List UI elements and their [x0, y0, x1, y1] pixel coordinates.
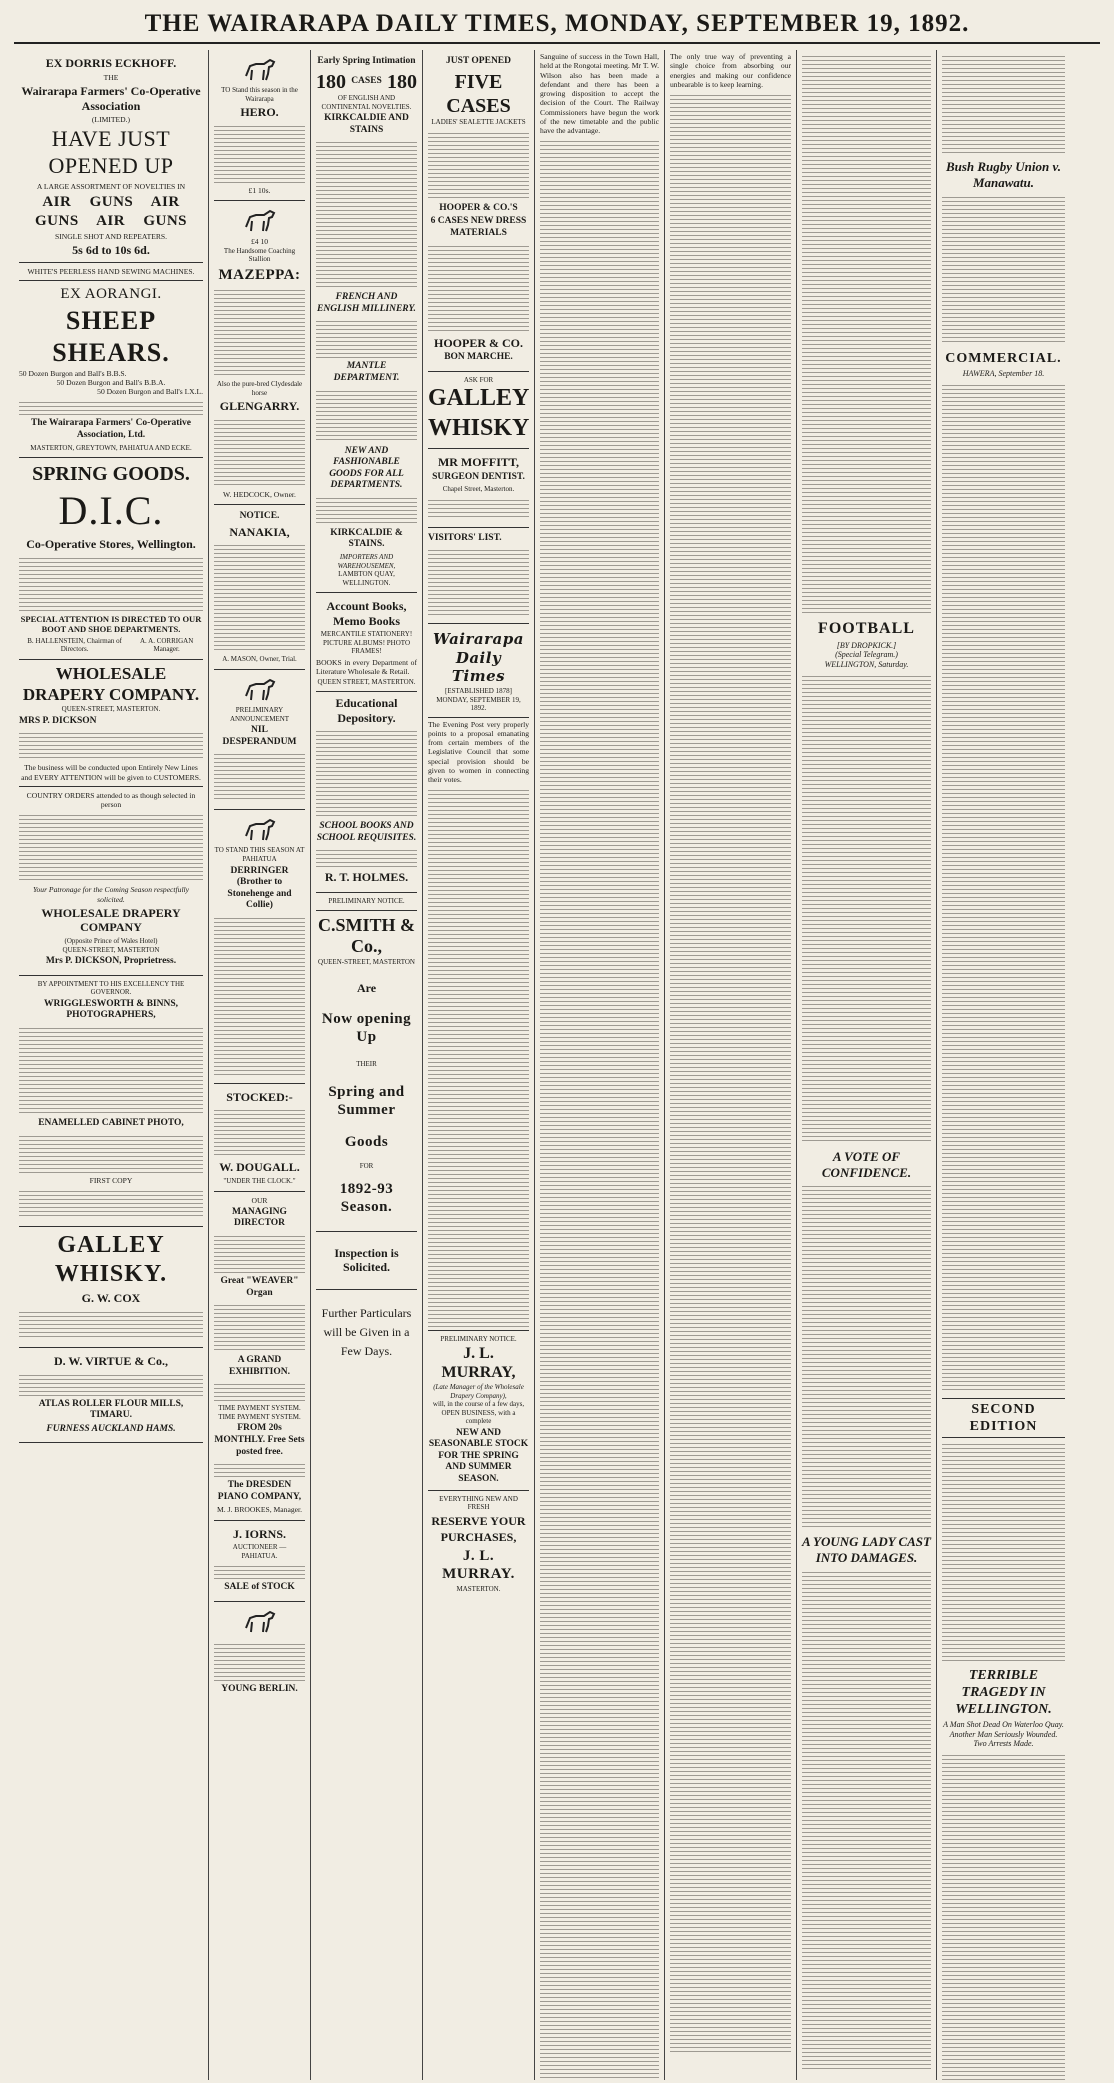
ad-farmers-coop [19, 50, 203, 458]
appointment: BY APPOINTMENT TO HIS EXCELLENCY THE GOVERNOR. [37, 979, 185, 997]
sheep-shears: SHEEP SHEARS. [52, 306, 170, 368]
shears-3: 50 Dozen Burgon and Ball's I.X.L. [97, 387, 203, 397]
rt-holmes: R. T. HOLMES. [324, 870, 409, 885]
shears-1: 50 Dozen Burgon and Ball's B.B.S. [19, 368, 127, 378]
wdc-prop: Mrs P. DICKSON, Proprietress. [45, 956, 177, 967]
hero-notice: TO Stand this season in the Wairarapa [221, 86, 298, 103]
are: Are [356, 980, 377, 995]
for: FOR [359, 1161, 374, 1170]
csmith-queen: QUEEN-STREET, MASTERTON [318, 958, 415, 967]
dic-special: SPECIAL ATTENTION IS DIRECTED TO OUR BOOT AND SHOE DEPARTMENTS. [20, 613, 202, 635]
ad-csmith [316, 893, 417, 1369]
galley: GALLEY [428, 385, 530, 412]
young-lady-heading: A YOUNG LADY CAST INTO DAMAGES. [802, 1534, 931, 1566]
cases-word: CASES [351, 75, 382, 86]
glengarry-sub: Also the pure-bred Clydesdale horse [216, 380, 303, 397]
ad-mazeppa [214, 201, 305, 505]
glengarry-name: GLENGARRY. [219, 399, 300, 414]
surgeon: SURGEON DENTIST. [432, 471, 525, 482]
ad-galley-cox [19, 1227, 203, 1348]
mazeppa-fee: £4 10 [250, 237, 269, 247]
tragedy-arrests: Two Arrests Made. [973, 1739, 1034, 1749]
assoc-places: MASTERTON, GREYTOWN, PAHIATUA AND ECKE. [30, 443, 192, 452]
country-orders: COUNTRY ORDERS attended to as though selected in person [26, 790, 196, 810]
aorangi: EX AORANGI. [60, 286, 162, 302]
kirk-name: KIRKCALDIE AND STAINS [324, 113, 409, 135]
under-clock: "UNDER THE CLOCK." [223, 1177, 296, 1186]
young-berlin: YOUNG BERLIN. [221, 1684, 298, 1695]
mazeppa-name: MAZEPPA: [218, 266, 301, 283]
kirk-footer: KIRKCALDIE & STAINS. [330, 527, 403, 550]
inspection: Inspection is Solicited. [334, 1245, 399, 1275]
sale-stock: SALE of STOCK [224, 1582, 295, 1593]
hooper-footer: HOOPER & CO. [434, 335, 523, 350]
single-shot: SINGLE SHOT AND REPEATERS. [54, 231, 168, 241]
reserve: RESERVE YOUR [431, 1513, 526, 1528]
ladies-jackets: LADIES' SEALETTE JACKETS [431, 118, 526, 127]
stocked: STOCKED:- [226, 1089, 293, 1104]
num-180-right: 180 [387, 70, 417, 93]
first-copy: FIRST COPY [89, 1175, 133, 1185]
ad-wholesale-drapery [19, 660, 203, 976]
derringer-stand: TO STAND THIS SEASON AT PAHIATUA [214, 846, 305, 863]
wdc-qs: QUEEN-STREET, MASTERTON [62, 945, 160, 954]
ad-iorns [214, 1521, 305, 1602]
wholesale-heading: WHOLESALE DRAPERY COMPANY. [22, 663, 200, 704]
dic-logo: D.I.C. [58, 487, 164, 533]
whisky: WHISKY [428, 414, 530, 441]
novelties: A LARGE ASSORTMENT OF NOVELTIES IN [36, 182, 186, 192]
hedcock: W. HEDCOCK, Owner. [223, 489, 296, 499]
gun-price: 5s 6d to 10s 6d. [72, 243, 150, 258]
furness-hams: FURNESS AUCKLAND HAMS. [46, 1423, 176, 1434]
column-2 [209, 50, 311, 2080]
eckhoff-heading: EX DORRIS ECKHOFF. [45, 56, 177, 70]
ad-hero [214, 50, 305, 201]
csmith-name: C.SMITH & Co., [317, 914, 415, 957]
assoc-the: THE [103, 72, 119, 82]
tragedy-heading: TERRIBLE TRAGEDY IN WELLINGTON. [955, 1667, 1052, 1717]
educational: Educational Depository. [335, 695, 398, 725]
dic-sub: Co-Operative Stores, Wellington. [26, 537, 196, 552]
spring-summer: Spring and Summer [328, 1083, 405, 1119]
ad-holmes [316, 593, 417, 893]
column-5-text: Sanguine of success in the Town Hall, held at the Rongotai meeting. Mr T. W. Wilson also has been made a defendant and there has been a growing disposition to accept the decision of the Court. The Railway Commissioners have begun the work of the new timetable and the public have the advantage. [540, 52, 659, 135]
tragedy-wounded: Another Man Seriously Wounded. [949, 1729, 1058, 1739]
murray-open: will, in the course of a few days, OPEN BUSINESS, with a complete [432, 1400, 525, 1426]
sewing-machines: WHITE'S PEERLESS HAND SEWING MACHINES. [27, 266, 195, 276]
ad-photographers [19, 976, 203, 1227]
num-180-left: 180 [316, 70, 346, 93]
ad-nil-desperandum [214, 670, 305, 810]
tragedy-shot: A Man Shot Dead On Waterloo Quay. [943, 1719, 1064, 1729]
vote-heading: A VOTE OF CONFIDENCE. [821, 1148, 912, 1180]
ad-derringer [214, 810, 305, 1084]
murray-footer: J. L. MURRAY. [442, 1547, 515, 1583]
iorns: J. IORNS. [232, 1526, 286, 1541]
ad-dougall [214, 1084, 305, 1192]
lambton: LAMBTON QUAY, WELLINGTON. [338, 570, 395, 587]
murray-name: J. L. MURRAY, [441, 1344, 516, 1382]
nanakia-notice: NOTICE. [239, 510, 280, 521]
horse-icon [242, 816, 278, 842]
ad-moffitt [428, 449, 529, 528]
assoc-name: Wairarapa Farmers' Co-Operative Association [21, 83, 201, 113]
editorial-nameplate [428, 624, 529, 717]
columns [14, 50, 1100, 2080]
just-opened: JUST OPENED [445, 56, 512, 66]
english-novelties: OF ENGLISH AND CONTINENTAL NOVELTIES. [321, 93, 412, 111]
column-6-text: The only true way of preventing a single choice from absorbing our energies and making our confidence unbearable is to keep learning. [670, 52, 791, 89]
ad-galley [428, 372, 529, 449]
wdc-opp: (Opposite Prince of Wales Hotel) [64, 937, 158, 946]
enamel: ENAMELLED CABINET PHOTO, [38, 1117, 184, 1128]
horse-icon [242, 1608, 278, 1634]
holmes-queen: QUEEN STREET, MASTERTON. [317, 678, 416, 687]
established: [ESTABLISHED 1878] [445, 687, 512, 696]
school-books: SCHOOL BOOKS AND SCHOOL REQUISITES. [316, 821, 417, 843]
football-wgtn: WELLINGTON, Saturday. [824, 660, 909, 670]
assoc-footer: The Wairarapa Farmers' Co-Operative Association, Ltd. [31, 418, 191, 441]
further: Further Particulars will be Given in a Few Days. [321, 1305, 412, 1359]
nil-desp: NIL DESPERANDUM [222, 725, 297, 747]
ad-young-berlin [214, 1602, 305, 1703]
chapel: Chapel Street, Masterton. [442, 485, 515, 494]
spring-goods: SPRING GOODS. [32, 463, 190, 486]
column-7 [797, 50, 937, 2080]
time-payment: TIME PAYMENT SYSTEM. TIME PAYMENT SYSTEM. [218, 1404, 301, 1421]
ad-kirkcaldie [316, 50, 417, 593]
galley-whisky: GALLEY WHISKY. [54, 1231, 168, 1288]
dw-virtue: D. W. VIRTUE & Co., [53, 1353, 169, 1368]
early-spring: Early Spring Intimation [317, 56, 416, 66]
nameplate: Wairarapa Daily Times [433, 630, 524, 685]
prelim-notice: PRELIMINARY NOTICE. [328, 897, 405, 905]
column-5 [535, 50, 665, 2080]
derringer-name: DERRINGER (Brother to Stonehenge and Collie) [227, 865, 292, 911]
account-books: Account Books, Memo Books [326, 599, 407, 628]
wholesale-queen: QUEEN-STREET, MASTERTON. [61, 705, 161, 714]
horse-icon [242, 676, 278, 702]
dic-chair: B. HALLENSTEIN, Chairman of Directors. [27, 636, 122, 654]
purchases: PURCHASES, [440, 1530, 517, 1545]
ad-nanakia [214, 505, 305, 670]
murray-mast: MASTERTON. [456, 1585, 501, 1594]
their: THEIR [356, 1060, 377, 1069]
weaver-organ: Great "WEAVER" Organ [220, 1276, 299, 1298]
football-by: [BY DROPKICK.] [836, 640, 897, 650]
column-3 [311, 50, 423, 2080]
second-edition: SECOND EDITION [942, 1398, 1065, 1438]
bon-marche: BON MARCHE. [444, 352, 513, 363]
ad-dic [19, 458, 203, 660]
importers: IMPORTERS AND WAREHOUSEMEN, [337, 552, 396, 570]
dic-mgr: A. A. CORRIGAN Manager. [139, 636, 194, 654]
ad-dresden [214, 1192, 305, 1521]
murray-stock: NEW AND SEASONABLE STOCK FOR THE SPRING AND SUMMER SEASON. [428, 1427, 529, 1484]
football-special: (Special Telegram.) [835, 650, 898, 660]
millinery: FRENCH AND ENGLISH MILLINERY. [317, 292, 416, 314]
five-cases: FIVE CASES [446, 70, 511, 117]
masthead-title: THE WAIRARAPA DAILY TIMES, MONDAY, SEPTEMBER 19, 1892. [144, 10, 970, 37]
ad-hooper [428, 50, 529, 372]
commercial-date: HAWERA, September 18. [962, 368, 1045, 378]
ask-for: ASK FOR [463, 375, 494, 384]
mazeppa-sub: The Handsome Coaching Stallion [223, 246, 296, 264]
now-opening: Now opening Up [321, 1010, 412, 1045]
visitors-list [428, 528, 529, 625]
managing-director: MANAGING DIRECTOR [232, 1206, 287, 1229]
column-1 [14, 50, 209, 2080]
ad-murray [428, 1330, 529, 1599]
horse-icon [242, 56, 278, 82]
editorial-body: The Evening Post very properly points to a proposal emanating from certain members of the Legislative Council that some special provision should be given to women in connecting their votes. [428, 719, 529, 785]
patronage: Your Patronage for the Coming Season respectfully solicited. [32, 885, 190, 904]
stationery: MERCANTILE STATIONERY! PICTURE ALBUMS! PHOTO FRAMES! [320, 630, 413, 656]
column-4 [423, 50, 535, 2080]
shears-2: 50 Dozen Burgon and Ball's B.B.A. [56, 377, 166, 387]
mantle: MANTLE DEPARTMENT. [333, 361, 400, 383]
w-dougall: W. DOUGALL. [219, 1160, 300, 1175]
football-heading: FOOTBALL [818, 620, 915, 637]
new-fashionable: NEW AND FASHIONABLE GOODS FOR ALL DEPARTMENTS. [329, 445, 404, 491]
hero-name: HERO. [240, 105, 279, 120]
horse-icon [242, 207, 278, 233]
everything: EVERYTHING NEW AND FRESH [439, 1494, 518, 1512]
hooper-co: HOOPER & CO.'S [439, 202, 518, 213]
gw-cox: G. W. COX [81, 1291, 141, 1306]
visitors-heading: VISITORS' LIST. [428, 532, 502, 543]
murray-late: (Late Manager of the Wholesale Drapery Company), [433, 1383, 524, 1400]
assoc-limited: (LIMITED.) [91, 115, 131, 125]
opened-heading: HAVE JUST OPENED UP [48, 126, 174, 179]
moffitt: MR MOFFITT, [437, 454, 520, 469]
airguns: AIR GUNS AIR GUNS AIR GUNS [34, 194, 188, 229]
ad-virtue [19, 1348, 203, 1443]
rugby-heading: Bush Rugby Union v. Manawatu. [945, 159, 1062, 190]
monthly: FROM 20s MONTHLY. Free Sets posted free. [214, 1423, 305, 1457]
nanakia-name: NANAKIA, [229, 524, 290, 539]
murray-prelim: PRELIMINARY NOTICE. [440, 1335, 517, 1344]
our: OUR [251, 1195, 268, 1205]
wdc-footer: WHOLESALE DRAPERY COMPANY [41, 905, 181, 935]
new-dress: 6 CASES NEW DRESS MATERIALS [430, 216, 527, 239]
masthead [14, 10, 1100, 44]
grand-exhibition: A GRAND EXHIBITION. [229, 1355, 290, 1377]
dresden-co: The DRESDEN PIANO COMPANY, [217, 1480, 302, 1502]
season: 1892-93 Season. [339, 1181, 394, 1216]
prelim-announce: PRELIMINARY ANNOUNCEMENT [229, 705, 290, 723]
wrigglesworth: WRIGGLESWORTH & BINNS, PHOTOGRAPHERS, [43, 998, 178, 1021]
column-8 [937, 50, 1070, 2080]
brookes: M. J. BROOKES, Manager. [216, 1505, 302, 1515]
books-literature: BOOKS in every Department of Literature Wholesale & Retail. [316, 657, 417, 677]
auctioneer: AUCTIONEER — PAHIATUA. [232, 1543, 287, 1560]
atlas-flour: ATLAS ROLLER FLOUR MILLS, TIMARU. [38, 1398, 184, 1421]
column-6 [665, 50, 797, 2080]
goods: Goods [344, 1134, 389, 1151]
editorial-date: MONDAY, SEPTEMBER 19, 1892. [436, 695, 521, 713]
hero-fee: £1 10s. [248, 185, 271, 195]
commercial-heading: COMMERCIAL. [945, 350, 1062, 366]
mrs-dickson: MRS P. DICKSON [19, 715, 97, 726]
business-lines: The business will be conducted upon Entirely New Lines and EVERY ATTENTION will be given to CUSTOMERS. [21, 763, 201, 782]
nanakia-owner: A. MASON, Owner, Trial. [222, 655, 297, 664]
